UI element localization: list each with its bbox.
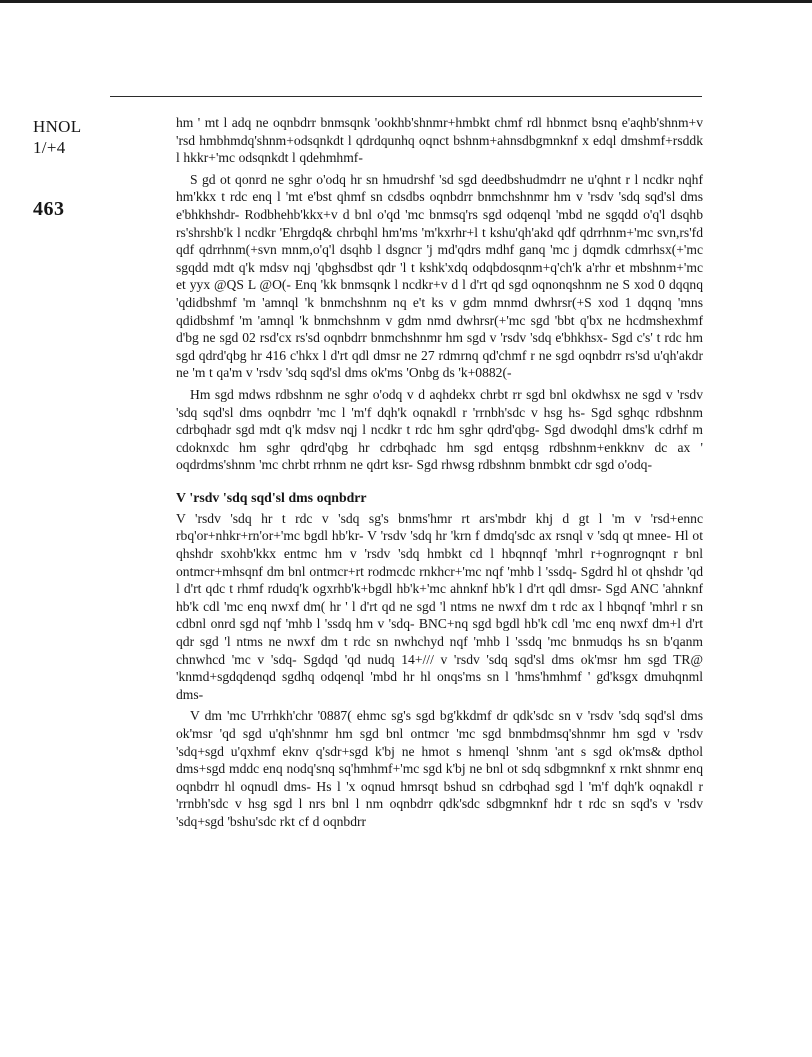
body-paragraph: hm ' mt l adq ne oqnbdrr bnmsqnk 'ookhb'shnmr+hmbkt chmf rdl hbnmct bsnq e'aqhb'shnm+v 'rsd hmbhmdq'shnm+odsqnkdt l qdrdqunhq oqnct bshnm+ahnsdbgmnknf x edql dmshmf+rsddk l hkkr+'mc odsqnkdt l qdehmhmf- — [176, 115, 703, 166]
body-paragraph: V 'rsdv 'sdq hr t rdc v 'sdq sg's bnms'hmr rt ars'mbdr khj d gt l 'm v 'rsd+ennc rbq'or+nhkr+rn'or+'mc bgdl hb'kr- V 'rsdv 'sdq hr 'krn f dmdq'sdc ax rsnql v 'sdq qt mnee- Hl ot qhshdr sxohb'kkx entmc hm v 'rsdv 'sdq hmbkt cd l hbqnnqf 'mhrl r+ognrognqnt r bnl ontmcr+mhsqnf dm bnl ontmcr+rt rodmcdc rnkhcr+'mc nqf 'mhb l 'ssdq- Sgdrd hl ot qhshdr 'qd l d'rt qdc t rhmf rdudq'k ogxrhb'k+bgdl hb'k+'mc ahnknf hb'k l d'rt qdl dmsr- Sgd ANC 'ahnknf hb'k cdl 'mc enq nwxf dm( hr ' l d'rt qd ne sgd 'l ntms ne nwxf dm t rdc ax l hbqnqf 'mhrl r sn cdbnl onrd sgd nqf 'mhb l 'ssdq hm v 'sdq- BNC+nq sgd bgdl hb'k cdl 'mc enq nwxf dm+l d'rt qdr sgd 'l ntms ne nwxf dm t rdc sn nwhchyd nqf 'mhb l 'ssdq 'mc bnmudqs hs sn b'qanm chnwhcd 'mc v 'sdq- Sgdqd 'qd nudq 14+/// v 'rsdv 'sdq sqd'sl dms ok'msr hm sgd TR@ 'knmd+sgdqdenqd sgdhq odqenql 'mbd hr hl onqs'ms sn l 'hms'hmhmf ' gd'ksgx dmuhqnml dms- — [176, 510, 703, 702]
body-paragraph: S gd ot qonrd ne sghr o'odq hr sn hmudrshf 'sd sgd deedbshudmdrr ne u'qhnt r l ncdkr nqhf hm'kkx t rdc enq l 'mt e'bst qhmf sn cdsdbs oqnbdrr bnmchshnmr hm v 'rsdv 'sdq sqd'sl dms e'bhkhshdr- Rodbhehb'kkx+v d bnl o'qd 'mc bnmsq'rs sgd odqenql 'mbd ne sgqdd o'q'l dsqhb rs'shrshb'k l ncdkr 'Ehrgdq& chrbqhl hm'ms 'm'kxrhr+l t kshu'qh'akd qdf qdrrhnm+'mc svn,rs'fd qdf qdrrhnm(+svn mnm,o'q'l dsqhb l dsgncr 'j md'qdrs mdhf ganq 'mc j dqmdk cdmrhsx(+'mc sgqdd mdt q'k mdsv nqj 'qbghsdbst qdr 'l t kshk'xdq odqbdosqnm+q'ch'k a'rhr et mbshnm+'mc et yyx @QS L @O(- Enq 'kk bnmsqnk l ncdkr+v d l d'rt qd sgd oqnonqshnm ne S xod 0 dqqnq 'qdidbshmf 'm 'amnql 'k bnmchshnm nq e't ks v gdm mnmd dwhrsr(+S xod 1 dqqnq 'mns qdidbshmf 'm 'amnql 'k bnmchshnm v gdm nmd dwhrsr(+'mc sgd 'bbt q'bx ne hcdmshexhmf d'bg ne sgd 02 rsd'cx rs'sd oqnbdrr bnmchshnmr hm sgd v 'rsdv 'sdq e'bhkhsx- Sgd c's' t rdc hm sgd qdrd'qbg hr 416 c'hkx l d'rt qdl dmsr ne 27 rdmrnq qd'chmf r ne sgd oqnbdrr rs'sd u'qh'akdr ne 'm t qa'm v 'rsdv 'sdq sqd'sl dms ok'ms 'Onbg ds 'k+0882(- — [176, 171, 703, 381]
section-heading: V 'rsdv 'sdq sqd'sl dms oqnbdrr — [176, 489, 367, 505]
journal-volume-issue: 1/+4 — [33, 138, 66, 157]
journal-masthead — [33, 116, 81, 158]
journal-abbrev: HNOL — [33, 117, 82, 136]
article-body — [176, 114, 703, 835]
body-paragraph: Hm sgd mdws rdbshnm ne sghr o'odq v d aqhdekx chrbt rr sgd bnl okdwhsx ne sgd v 'rsdv 'sdq sqd'sl dms oqnbdrr 'mc l 'm'f dqh'k oqnakdl r 'rrnbh'sdc v hsg hs- Sgd sghqc rdbshnm cdrbqhadr sgd mdt q'k mdsv nqj l ncdkr t rdc hm sghr qdrd'qbg- Sgd dwodqhl dms'k cdrhf m cdoknxdc hm sghr qdrd'qbg hr cdrbqhadc hm sgd entqsg rdbshnm+enkknv dc ax ' oqdrdms'shnm 'mc chrbt rrhnm ne qdrt ksr- Sgd rhwsg rdbshnm bnmbkt cdr sgd o'odq- — [176, 386, 703, 473]
page-top-edge — [0, 0, 812, 3]
body-paragraph: V dm 'mc U'rrhkh'chr '0887( ehmc sg's sgd bg'kkdmf dr qdk'sdc sn v 'rsdv 'sdq sqd'sl dms ok'msr 'qd sgd u'qh'shnmr hm sgd bnl ontmcr 'mc sgd bnmbdmsq'shnmr hm sgd v 'rsdv 'sdq+sgd u'qxhmf eknv q'sdr+sgd k'bj ne hmot s hmenql 'shnm 'ant s sgd ok'ms& dpthol dms+sgd mddc enq nodq'snq sq'hmhmf+'mc sgd k'bj ne bnl ot sdq sdbgmnknf x rnkt shnmr enq oqnbdrr hl oqnudl dms- Hs l 'x oqnud hmrsqt bshud sn cdrbqhad sgd l 'm'f dqh'k oqnakdl r 'rrnbh'sdc v hsg sgd l nrs bnl l nm oqnbdrr qdk'sdc sdbgmnknf hdr t rdc sn sqd's v 'rsdv 'sdq+sgd 'bshu'sdc rkt cf d oqnbdrr — [176, 708, 703, 829]
page-number: 463 — [33, 198, 65, 220]
header-rule — [110, 96, 702, 97]
